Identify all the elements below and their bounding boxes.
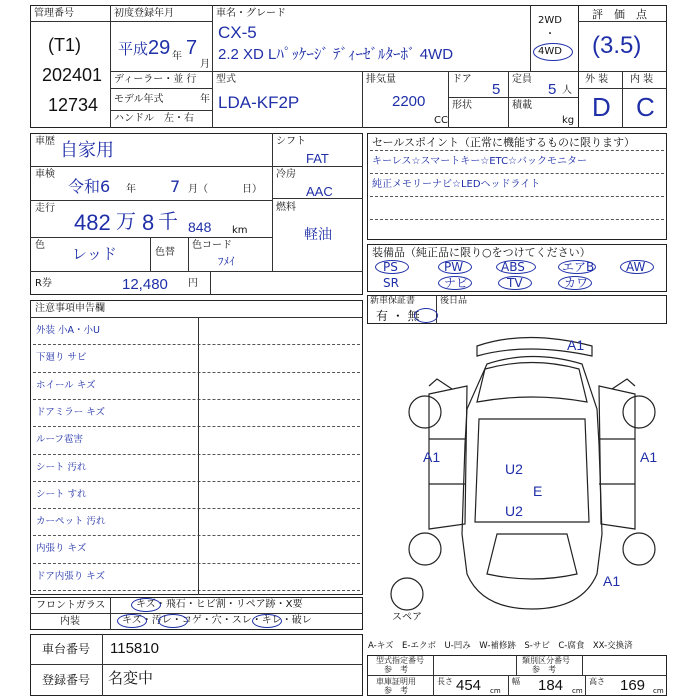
inspection-label: 車検 xyxy=(35,169,55,180)
mileage-sen: 千 xyxy=(158,209,178,233)
note-item: 外装 小A・小U xyxy=(36,325,100,336)
shift-label: シフト xyxy=(276,136,306,147)
first-reg-year: 29 xyxy=(148,37,171,59)
score-label: 評 価 点 xyxy=(592,8,647,21)
month-suffix: 月 xyxy=(200,59,210,70)
notes-label: 注意事項申告欄 xyxy=(35,303,105,314)
mileage-rest: 848 xyxy=(188,219,212,235)
damage-mark-7: A1 xyxy=(603,573,621,589)
note-divider xyxy=(33,399,360,400)
first-reg-month: 7 xyxy=(186,37,198,59)
damage-legend: A-キズ E-エクボ U-凹み W-補修跡 S-サビ C-腐食 XX-交換済 xyxy=(368,641,633,651)
mgmt-label: 管理番号 xyxy=(34,8,74,19)
exterior-label: 外 装 xyxy=(585,74,609,85)
note-divider xyxy=(33,481,360,482)
length-label: 長さ xyxy=(437,677,453,686)
warranty-circle xyxy=(414,308,438,323)
mgmt-code: (T1) xyxy=(48,35,81,55)
recycle-value: 12,480 xyxy=(122,276,168,293)
capacity-label: 定員 xyxy=(512,74,532,85)
color-label: 色 xyxy=(35,240,45,251)
equipment-abs: ABS xyxy=(501,260,525,274)
sales-point-line-2: 純正メモリーナビ☆LEDヘッドライト xyxy=(372,179,541,190)
displacement-value: 2200 xyxy=(392,93,426,110)
door-value: 5 xyxy=(492,81,501,98)
mileage-man: 万 xyxy=(116,209,136,233)
cert-label: 車庫証明用 xyxy=(376,677,416,686)
note-divider xyxy=(33,535,360,536)
width-value: 184 xyxy=(538,677,564,694)
registration-value: 名変中 xyxy=(108,669,154,687)
equipment-ps: PS xyxy=(383,260,398,274)
height-unit: cm xyxy=(653,687,664,695)
equipment-pw: PW xyxy=(444,260,464,274)
car-name: CX-5 xyxy=(218,23,257,42)
note-divider xyxy=(33,508,360,509)
color-change-label: 色替 xyxy=(155,247,175,258)
equipment-sr: SR xyxy=(383,276,399,290)
inspection-day-suffix: 日） xyxy=(242,184,262,195)
mgmt-number-1: 202401 xyxy=(42,65,103,85)
color-code-value: ﾌﾒｲ xyxy=(218,255,235,268)
note-item: ルーフ雹害 xyxy=(36,434,84,446)
note-divider xyxy=(33,454,360,455)
drive-4wd: 4WD xyxy=(538,46,562,57)
equipment-tv: TV xyxy=(507,276,523,290)
height-label: 高さ xyxy=(589,677,605,686)
equipment-navi: ナビ xyxy=(444,276,469,290)
inspection-month: 7 xyxy=(170,177,181,196)
front-glass-value: キズ・飛石・ヒビ割・リペア跡・X要 xyxy=(136,599,303,610)
interior-label: 内 装 xyxy=(630,74,654,85)
mileage-sen-number: 8 xyxy=(142,210,155,235)
note-divider xyxy=(33,563,360,564)
displacement-label: 排気量 xyxy=(366,74,396,85)
drive-2wd: 2WD xyxy=(538,15,562,26)
history-value: 自家用 xyxy=(60,140,114,161)
car-damage-diagram xyxy=(367,324,667,634)
category-sub: 参 考 xyxy=(532,665,556,674)
cert-sub: 参 考 xyxy=(384,686,408,695)
sales-point-line-1: キーレス☆スマートキー☆ETC☆バックモニター xyxy=(372,156,588,167)
recycle-label: R券 xyxy=(35,278,52,289)
warranty-label: 新車保証書 xyxy=(370,296,416,306)
displacement-unit: CC xyxy=(434,115,448,126)
front-glass-label: フロントガラス xyxy=(36,600,106,611)
equipment-label: 装備品（純正品に限り○をつけてください） xyxy=(372,246,591,259)
length-unit: cm xyxy=(490,687,501,695)
type-cert-label: 型式指定番号 xyxy=(376,656,424,665)
interior-label: 内装 xyxy=(60,616,80,627)
category-label: 類別区分番号 xyxy=(522,656,570,665)
note-item: 下廻り サビ xyxy=(36,352,87,364)
equipment-leather: カワ xyxy=(564,276,589,290)
mileage-label: 走行 xyxy=(35,203,55,214)
model-year-label: モデル年式 xyxy=(114,94,164,105)
door-label: ドア xyxy=(452,74,472,85)
type-value: LDA-KF2P xyxy=(218,93,300,112)
ac-label: 冷房 xyxy=(276,169,296,180)
note-item: シート すれ xyxy=(36,488,87,500)
mgmt-number-2: 12734 xyxy=(48,95,99,115)
chassis-value: 115810 xyxy=(110,640,159,657)
mileage-unit: km xyxy=(232,225,248,236)
damage-mark-6: U2 xyxy=(505,503,523,519)
car-grade: 2.2 XD Lﾊﾟｯｹｰｼﾞ ﾃﾞｨｰｾﾞﾙﾀｰﾎﾞ 4WD xyxy=(218,46,454,63)
note-item: ドアミラー キズ xyxy=(36,406,106,418)
type-label: 型式 xyxy=(216,74,236,85)
color-code-label: 色コード xyxy=(192,240,232,251)
notes-column-divider xyxy=(198,317,199,595)
note-divider xyxy=(33,372,360,373)
inspection-month-suffix: 月（ xyxy=(188,184,208,195)
note-divider xyxy=(33,426,360,427)
width-unit: cm xyxy=(572,687,583,695)
interior-score: C xyxy=(636,92,655,122)
capacity-value: 5 xyxy=(548,81,557,98)
warranty-value: 有 ・ 無 xyxy=(376,309,420,323)
note-item: ドア内張り キズ xyxy=(36,570,106,582)
note-item: ホイール キズ xyxy=(36,379,96,391)
load-unit: kg xyxy=(562,115,575,126)
interior-value: キズ・汚レ・コゲ・穴・スレ・キレ・破レ xyxy=(122,615,312,626)
type-cert-sub: 参 考 xyxy=(384,665,408,674)
note-item: カーペット 汚れ xyxy=(36,516,106,528)
history-label: 車歴 xyxy=(35,136,55,147)
sales-points-label: セールスポイント（正常に機能するものに限ります） xyxy=(372,136,636,149)
chassis-label: 車台番号 xyxy=(42,642,91,656)
model-year-suffix: 年 xyxy=(200,94,210,105)
note-divider xyxy=(33,344,360,345)
note-item: 内張り キズ xyxy=(36,543,87,555)
recycle-unit: 円 xyxy=(188,278,198,289)
damage-mark-3: A1 xyxy=(640,449,658,465)
score-value: (3.5) xyxy=(592,32,642,59)
equipment-airbag: エアB xyxy=(562,260,595,274)
first-reg-label: 初度登録年月 xyxy=(114,8,174,19)
damage-mark-2: A1 xyxy=(423,449,441,465)
spare-label: スペア xyxy=(392,612,422,623)
shift-value: FAT xyxy=(306,151,329,166)
warranty-date-label: 後日品 xyxy=(440,296,468,306)
mileage-man-number: 482 xyxy=(74,210,111,235)
dealer-label: ディーラー・並 行 xyxy=(114,74,197,85)
equipment-aw: AW xyxy=(626,260,646,274)
fuel-label: 燃料 xyxy=(276,202,296,213)
handle-label: ハンドル 左・右 xyxy=(114,113,194,124)
length-value: 454 xyxy=(456,677,482,694)
damage-mark-5: E xyxy=(533,483,543,499)
first-reg-era: 平成 xyxy=(118,40,149,58)
name-label: 車名・グレード xyxy=(216,8,286,19)
fuel-value: 軽油 xyxy=(304,227,332,243)
height-value: 169 xyxy=(620,677,646,694)
capacity-unit: 人 xyxy=(562,85,572,96)
inspection-year-suffix: 年 xyxy=(126,184,136,195)
color-value: レッド xyxy=(72,245,117,263)
drive-dot: ・ xyxy=(545,29,555,40)
ac-value: AAC xyxy=(306,184,333,199)
note-divider xyxy=(33,590,360,591)
load-label: 積載 xyxy=(512,100,532,111)
shape-label: 形状 xyxy=(452,100,472,111)
registration-label: 登録番号 xyxy=(42,673,91,687)
damage-mark-1: A1 xyxy=(567,337,585,353)
year-suffix: 年 xyxy=(172,51,182,62)
damage-mark-4: U2 xyxy=(505,461,523,477)
note-item: シート 汚れ xyxy=(36,461,87,473)
inspection-era: 令和6 xyxy=(68,177,111,196)
width-label: 幅 xyxy=(512,677,520,686)
exterior-score: D xyxy=(592,92,611,122)
